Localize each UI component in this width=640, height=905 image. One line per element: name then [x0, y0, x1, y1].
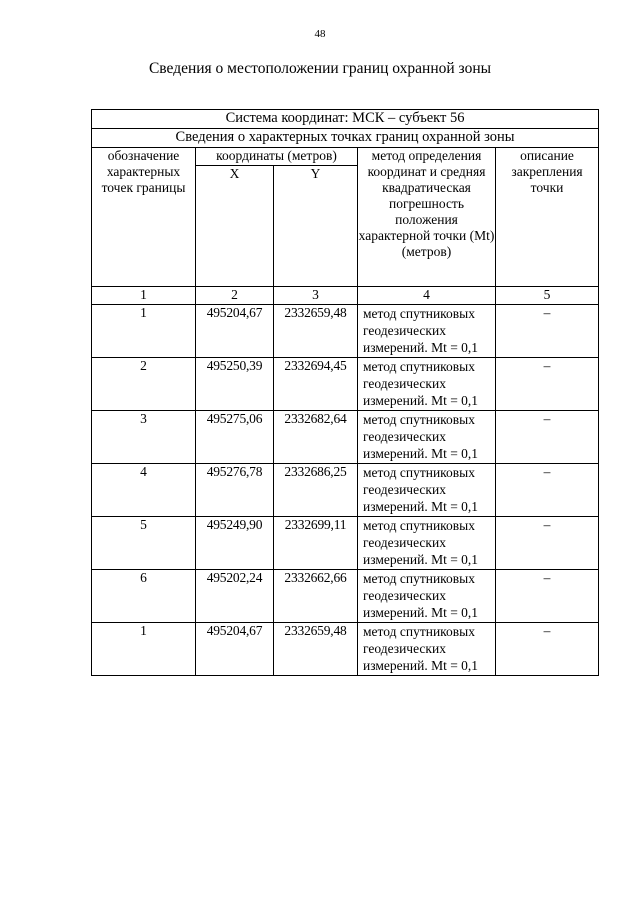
point-designation: 2 — [92, 358, 196, 411]
coordinate-system-header: Система координат: МСК – субъект 56 — [92, 110, 599, 129]
method-text: метод спутниковых геодезических измерений. Mt = 0,1 — [358, 305, 496, 358]
x-coordinate: 495275,06 — [196, 411, 274, 464]
y-coordinate: 2332662,66 — [274, 570, 358, 623]
x-header: X — [196, 166, 274, 287]
point-description: – — [496, 570, 599, 623]
point-designation: 1 — [92, 305, 196, 358]
table-row — [92, 411, 599, 464]
boundary-points-table — [91, 109, 599, 676]
y-header: Y — [274, 166, 358, 287]
method-text: метод спутниковых геодезических измерений. Mt = 0,1 — [358, 570, 496, 623]
y-coordinate: 2332686,25 — [274, 464, 358, 517]
column-number: 2 — [196, 287, 274, 305]
table-row — [92, 570, 599, 623]
points-info-header: Сведения о характерных точках границ охранной зоны — [92, 129, 599, 148]
method-text: метод спутниковых геодезических измерений. Mt = 0,1 — [358, 517, 496, 570]
x-coordinate: 495276,78 — [196, 464, 274, 517]
y-coordinate: 2332682,64 — [274, 411, 358, 464]
column-number-row — [92, 287, 599, 305]
x-coordinate: 495204,67 — [196, 623, 274, 676]
column-number: 4 — [358, 287, 496, 305]
description-header: описание закрепления точки — [496, 148, 599, 287]
method-text: метод спутниковых геодезических измерений. Mt = 0,1 — [358, 464, 496, 517]
point-description: – — [496, 464, 599, 517]
point-description: – — [496, 305, 599, 358]
table-row — [92, 464, 599, 517]
method-text: метод спутниковых геодезических измерений. Mt = 0,1 — [358, 623, 496, 676]
y-coordinate: 2332694,45 — [274, 358, 358, 411]
method-text: метод спутниковых геодезических измерений. Mt = 0,1 — [358, 358, 496, 411]
y-coordinate: 2332659,48 — [274, 623, 358, 676]
table-row — [92, 623, 599, 676]
y-coordinate: 2332699,11 — [274, 517, 358, 570]
table-row — [92, 305, 599, 358]
point-description: – — [496, 358, 599, 411]
table-row — [92, 358, 599, 411]
x-coordinate: 495204,67 — [196, 305, 274, 358]
y-coordinate: 2332659,48 — [274, 305, 358, 358]
page-number: 48 — [314, 28, 326, 40]
table-row — [92, 517, 599, 570]
x-coordinate: 495202,24 — [196, 570, 274, 623]
x-coordinate: 495249,90 — [196, 517, 274, 570]
point-description: – — [496, 517, 599, 570]
x-coordinate: 495250,39 — [196, 358, 274, 411]
point-designation: 4 — [92, 464, 196, 517]
method-text: метод спутниковых геодезических измерений. Mt = 0,1 — [358, 411, 496, 464]
column-number: 5 — [496, 287, 599, 305]
point-designation: 5 — [92, 517, 196, 570]
point-description: – — [496, 623, 599, 676]
method-header: метод определения координат и средняя квадратическая погрешность положения характерной точки (Mt) (метров) — [358, 148, 496, 287]
point-designation: 3 — [92, 411, 196, 464]
point-description: – — [496, 411, 599, 464]
point-designation: 6 — [92, 570, 196, 623]
coordinates-header: координаты (метров) — [196, 148, 358, 166]
column-number: 1 — [92, 287, 196, 305]
column-number: 3 — [274, 287, 358, 305]
document-title: Сведения о местоположении границ охранной зоны — [148, 60, 492, 77]
designation-header: обозначение характерных точек границы — [92, 148, 196, 287]
point-designation: 1 — [92, 623, 196, 676]
